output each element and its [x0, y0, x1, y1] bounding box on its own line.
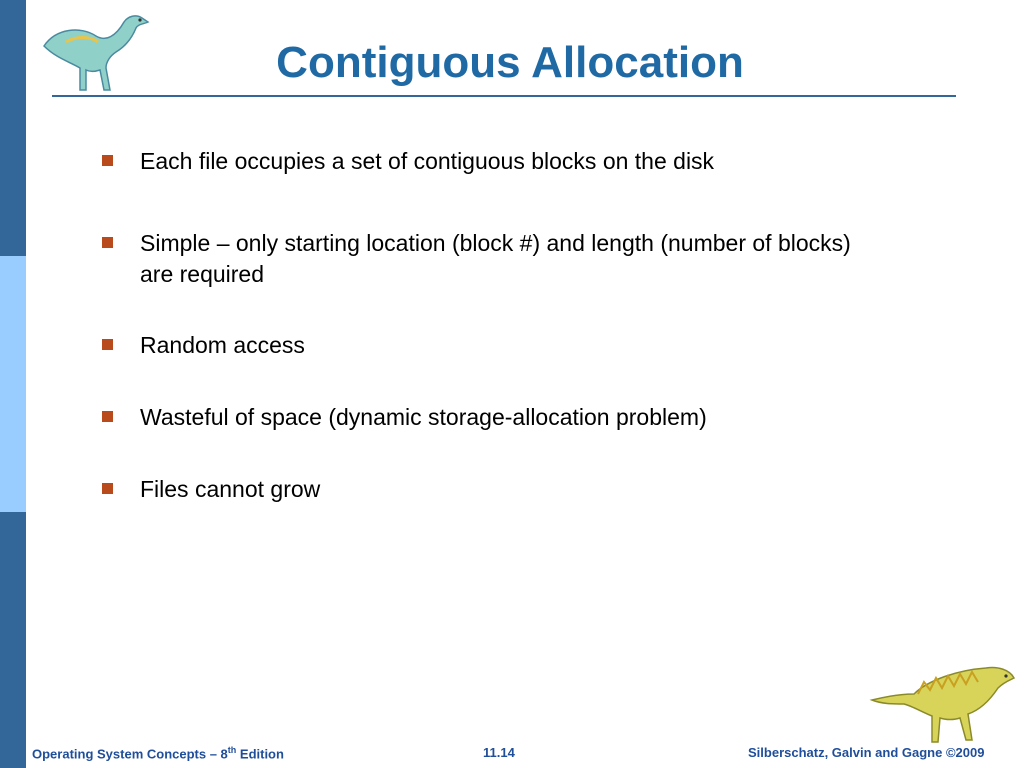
- bullet-item: [100, 402, 860, 433]
- square-bullet-icon: [102, 339, 113, 350]
- sidebar-top-stripe: [0, 0, 26, 256]
- square-bullet-icon: [102, 483, 113, 494]
- sidebar-middle-stripe: [0, 256, 26, 512]
- square-bullet-icon: [102, 237, 113, 248]
- slide-title: Contiguous Allocation: [276, 38, 744, 87]
- square-bullet-icon: [102, 411, 113, 422]
- footer-book-title: Operating System Concepts – 8th Edition: [32, 745, 284, 762]
- bullet-item: [100, 330, 860, 361]
- footer-page-number: 11.14: [483, 745, 515, 760]
- sidebar-bottom-stripe: [0, 512, 26, 768]
- bullet-text: Wasteful of space (dynamic storage-allocation problem): [140, 404, 707, 430]
- bullet-item: [100, 146, 860, 177]
- square-bullet-icon: [102, 155, 113, 166]
- bullet-list: [100, 146, 860, 505]
- title-divider: [52, 95, 956, 97]
- bullet-text: Files cannot grow: [140, 476, 321, 502]
- bullet-item: [100, 228, 860, 290]
- dinosaur-logo-icon: [868, 660, 1018, 748]
- dinosaur-logo-icon: [36, 6, 156, 96]
- bullet-item: [100, 474, 860, 505]
- footer-copyright: Silberschatz, Galvin and Gagne ©2009: [748, 745, 985, 760]
- bullet-text: Each file occupies a set of contiguous blocks on the disk: [140, 148, 715, 174]
- bullet-text: Random access: [140, 332, 305, 358]
- bullet-text: Simple – only starting location (block #) and length (number of blocks) are required: [140, 230, 851, 287]
